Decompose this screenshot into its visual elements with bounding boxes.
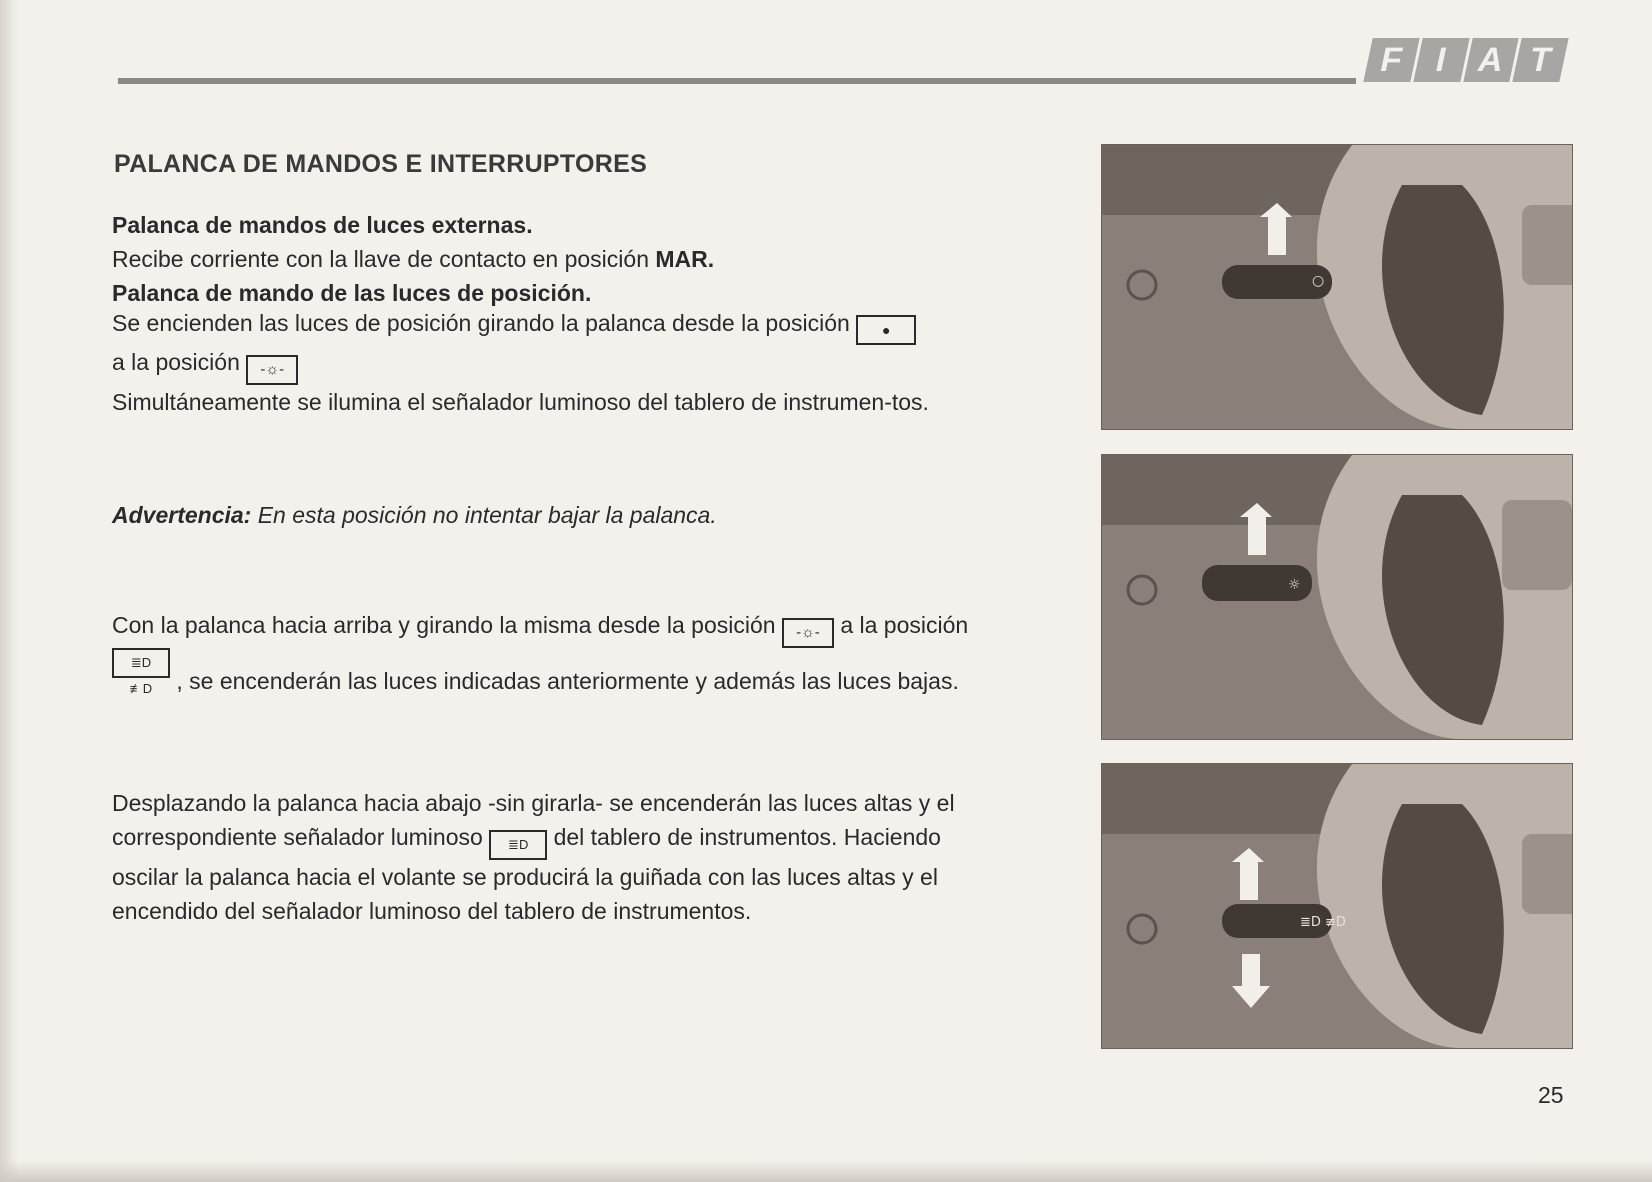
logo-letter: T — [1513, 38, 1569, 82]
warning-paragraph — [112, 498, 972, 532]
power-mar: MAR. — [655, 246, 715, 272]
position-light-icon: -☼- — [246, 355, 298, 385]
high-beam-icon: ≣D — [489, 830, 547, 860]
logo-letter: I — [1413, 38, 1469, 82]
photo-lever-off — [1101, 144, 1573, 430]
low-beam-text-3: , se encenderán las luces indicadas anteriormente y además las luces bajas. — [176, 668, 959, 694]
position-text-1: Se encienden las luces de posición girando la palanca desde la posición — [112, 310, 850, 336]
high-beam-text-2: del tablero de instrumentos. Haciendo oscilar la palanca hacia el volante se producirá la guiñada con las luces altas y el encendido del señalador luminoso del tablero de instrumentos. — [112, 824, 941, 924]
heading-external-lights — [112, 208, 972, 242]
subheading-position: Palanca de mando de las luces de posición. — [112, 280, 592, 306]
page-edge-shadow — [0, 0, 18, 1182]
high-beam-text-1: Desplazando la palanca hacia abajo -sin girarla- se encenderán las luces altas y el correspondiente señalador luminoso — [112, 790, 955, 850]
power-text: Recibe corriente con la llave de contacto en posición — [112, 246, 656, 272]
header-rule — [118, 78, 1356, 84]
photo-lever-beams — [1101, 763, 1573, 1049]
high-beam-paragraph — [112, 786, 982, 928]
logo-letter: F — [1363, 38, 1419, 82]
position-paragraph — [112, 306, 992, 419]
low-beam-paragraph — [112, 608, 982, 698]
low-beam-text-2: a la posición — [840, 612, 969, 638]
photo-lever-off-label: ○ — [1312, 273, 1325, 289]
subheading-external: Palanca de mandos de luces externas. — [112, 212, 533, 238]
position-light-icon: -☼- — [782, 618, 834, 648]
fiat-logo — [1363, 38, 1568, 82]
photo-lever-position-label: ☼ — [1288, 577, 1301, 593]
photo-lever-position — [1101, 454, 1573, 740]
photo-lever-beams-label: ≣D ≢D — [1300, 915, 1346, 930]
warning-text: En esta posición no intentar bajar la palanca. — [251, 502, 717, 528]
low-beam-icon: ≣D ≢D — [112, 648, 170, 678]
heading-position-lights — [112, 276, 972, 310]
position-text-2: a la posición — [112, 349, 240, 375]
off-symbol-icon: ● — [856, 315, 916, 345]
logo-letter: A — [1463, 38, 1519, 82]
power-paragraph — [112, 242, 972, 276]
page-bottom-shadow — [0, 1160, 1652, 1182]
page-number: 25 — [1538, 1082, 1564, 1108]
section-title: PALANCA DE MANDOS E INTERRUPTORES — [114, 150, 648, 178]
warning-label: Advertencia: — [112, 502, 252, 528]
low-beam-text-1: Con la palanca hacia arriba y girando la misma desde la posición — [112, 612, 776, 638]
position-text-3: Simultáneamente se ilumina el señalador luminoso del tablero de instrumen-tos. — [112, 389, 929, 415]
